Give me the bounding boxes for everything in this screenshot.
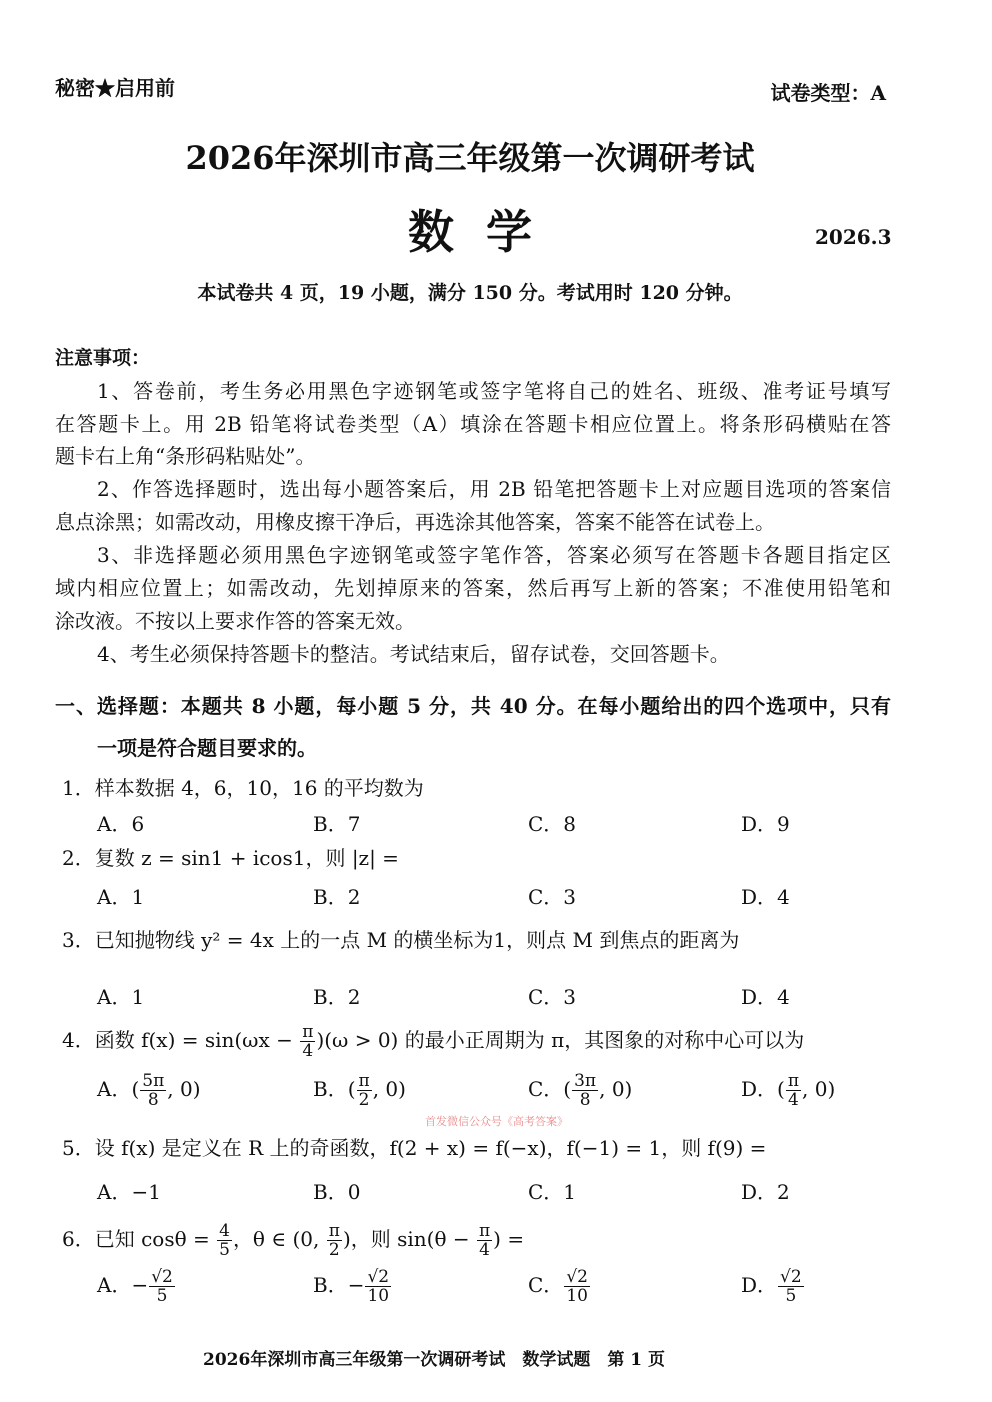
page-footer: 2026年深圳市高三年级第一次调研考试 数学试题 第 1 页 [203, 1350, 665, 1370]
denominator: 5 [156, 1286, 168, 1306]
notes-heading: 注意事项： [55, 347, 151, 369]
text: 5．设 f(x) 是定义在 R 上的奇函数，f(2 + x) = f(−x)，f(−1) = 1，则 f(9) = [62, 1136, 767, 1160]
text: C．8 [528, 812, 577, 836]
section-heading-cont: 一项是符合题目要求的。 [97, 736, 317, 760]
option-b [313, 1072, 406, 1109]
question-stem [62, 776, 424, 800]
option-c [528, 1180, 576, 1204]
denominator: 5 [219, 1240, 230, 1260]
text: B．0 [313, 1180, 361, 1204]
fraction [357, 1072, 372, 1109]
option-b [313, 885, 360, 909]
denominator: 8 [147, 1090, 159, 1110]
denominator: 2 [358, 1090, 370, 1110]
text: B．7 [313, 812, 361, 836]
option-b [313, 985, 360, 1009]
option-a [97, 885, 144, 909]
fraction [572, 1072, 598, 1109]
notes-line: 题卡右上角“条形码粘贴处”。 [55, 444, 316, 468]
numerator: π [358, 1071, 370, 1091]
option-c [528, 1072, 632, 1109]
numerator: π [328, 1221, 340, 1241]
fraction [477, 1222, 492, 1259]
question-stem [62, 928, 739, 952]
numerator: π [478, 1221, 491, 1241]
option-d [741, 812, 790, 836]
notes-line: 2、作答选择题时，选出每小题答案后，用 2B 铅笔把答题卡上对应题目选项的答案信 [97, 477, 891, 501]
option-b [313, 812, 360, 836]
text: , 0) [167, 1077, 201, 1101]
text: D．2 [741, 1180, 790, 1204]
option-b [313, 1180, 360, 1204]
text: A．−1 [97, 1180, 161, 1204]
fraction [564, 1268, 590, 1305]
text: A．( [97, 1077, 140, 1101]
text: C．( [528, 1077, 572, 1101]
notes-line: 息点涂黑；如需改动，用橡皮擦干净后，再选涂其他答案，答案不能答在试卷上。 [55, 510, 775, 534]
exam-date: 2026.3 [815, 225, 892, 249]
option-d [741, 1072, 835, 1109]
option-a [97, 1072, 201, 1109]
option-b [313, 1268, 392, 1305]
exam-info: 本试卷共 4 页，19 小题，满分 150 分。考试用时 120 分钟。 [197, 282, 743, 304]
text: )，则 sin(θ − [342, 1227, 476, 1251]
text: ，θ ∈ (0, [232, 1227, 326, 1251]
text: C．3 [528, 985, 577, 1009]
numerator: √2 [151, 1267, 173, 1287]
notes-line: 域内相应位置上；如需改动，先划掉原来的答案，然后再写上新的答案；不准使用铅笔和 [55, 576, 891, 600]
denominator: 4 [479, 1240, 490, 1260]
option-c [528, 985, 576, 1009]
numerator: π [302, 1022, 314, 1042]
text: 2．复数 z = sin1 + icos1，则 |z| = [62, 846, 399, 870]
text: C．1 [528, 1180, 577, 1204]
option-a [97, 985, 144, 1009]
fraction [778, 1268, 804, 1305]
fraction [365, 1268, 391, 1305]
numerator: √2 [566, 1267, 588, 1287]
notes-line: 3、非选择题必须用黑色字迹钢笔或签字笔作答，答案必须写在答题卡各题目指定区 [97, 543, 891, 567]
fraction [327, 1222, 342, 1259]
text: A．− [97, 1273, 149, 1297]
option-d [741, 1180, 790, 1204]
denominator: 10 [566, 1286, 588, 1306]
numerator: 4 [219, 1221, 230, 1241]
option-d [741, 1268, 805, 1305]
option-d [741, 985, 790, 1009]
numerator: √2 [780, 1267, 802, 1287]
denominator: 10 [367, 1286, 390, 1306]
section-heading: 一、选择题：本题共 8 小题，每小题 5 分，共 40 分。在每小题给出的四个选项中，只有 [55, 694, 891, 718]
notes-line: 1、答卷前，考生务必用黑色字迹钢笔或签字笔将自己的姓名、班级、准考证号填写 [97, 379, 891, 403]
text: , 0) [599, 1077, 633, 1101]
option-a [97, 1268, 176, 1305]
question-stem [62, 846, 399, 870]
text: D．4 [741, 985, 790, 1009]
numerator: 5π [142, 1071, 165, 1091]
text: 3．已知抛物线 y² = 4x 上的一点 M 的横坐标为1，则点 M 到焦点的距离为 [62, 928, 740, 952]
text: A．1 [97, 985, 145, 1009]
option-a [97, 812, 144, 836]
watermark: 首发微信公众号《高考答案》 [425, 1115, 568, 1128]
denominator: 8 [579, 1090, 591, 1110]
denominator: 2 [328, 1240, 340, 1260]
fraction [217, 1222, 232, 1259]
notes-line: 涂改液。不按以上要求作答的答案无效。 [55, 609, 415, 633]
exam-title: 2026年深圳市高三年级第一次调研考试 [185, 139, 755, 177]
paper-type: 试卷类型：A [770, 81, 886, 105]
text: C． [528, 1273, 564, 1297]
numerator: √2 [367, 1267, 390, 1287]
option-a [97, 1180, 161, 1204]
fraction [149, 1268, 175, 1305]
text: B．2 [313, 885, 361, 909]
question-stem [62, 1136, 766, 1160]
text: 6．已知 cosθ = [62, 1227, 217, 1251]
text: )(ω > 0) 的最小正周期为 π，其图象的对称中心可以为 [316, 1028, 805, 1052]
text: 1．样本数据 4，6，10，16 的平均数为 [62, 776, 424, 800]
text: 4．函数 f(x) = sin(ωx − [62, 1028, 300, 1052]
fraction [140, 1072, 166, 1109]
option-c [528, 1268, 591, 1305]
text: A．1 [97, 885, 145, 909]
question-stem [62, 1023, 804, 1060]
option-c [528, 885, 576, 909]
secret-label: 秘密★启用前 [55, 76, 175, 100]
text: , 0) [372, 1077, 406, 1101]
fraction [786, 1072, 801, 1109]
notes-line: 4、考生必须保持答题卡的整洁。考试结束后，留存试卷，交回答题卡。 [97, 642, 730, 666]
option-d [741, 885, 790, 909]
text: D．( [741, 1077, 785, 1101]
text: D．9 [741, 812, 790, 836]
text: B．2 [313, 985, 361, 1009]
denominator: 4 [302, 1041, 314, 1061]
text: D．4 [741, 885, 790, 909]
text: A．6 [97, 812, 145, 836]
denominator: 5 [785, 1286, 797, 1306]
denominator: 4 [788, 1090, 799, 1110]
text: ) = [493, 1227, 525, 1251]
numerator: 3π [574, 1071, 597, 1091]
fraction [300, 1023, 315, 1060]
option-c [528, 812, 576, 836]
question-stem [62, 1222, 524, 1259]
text: D． [741, 1273, 778, 1297]
text: , 0) [802, 1077, 836, 1101]
numerator: π [787, 1071, 800, 1091]
text: B．− [313, 1273, 365, 1297]
subject-title: 数 学 [407, 205, 533, 259]
text: C．3 [528, 885, 577, 909]
notes-line: 在答题卡上。用 2B 铅笔将试卷类型（A）填涂在答题卡相应位置上。将条形码横贴在答 [55, 412, 891, 436]
text: B．( [313, 1077, 356, 1101]
